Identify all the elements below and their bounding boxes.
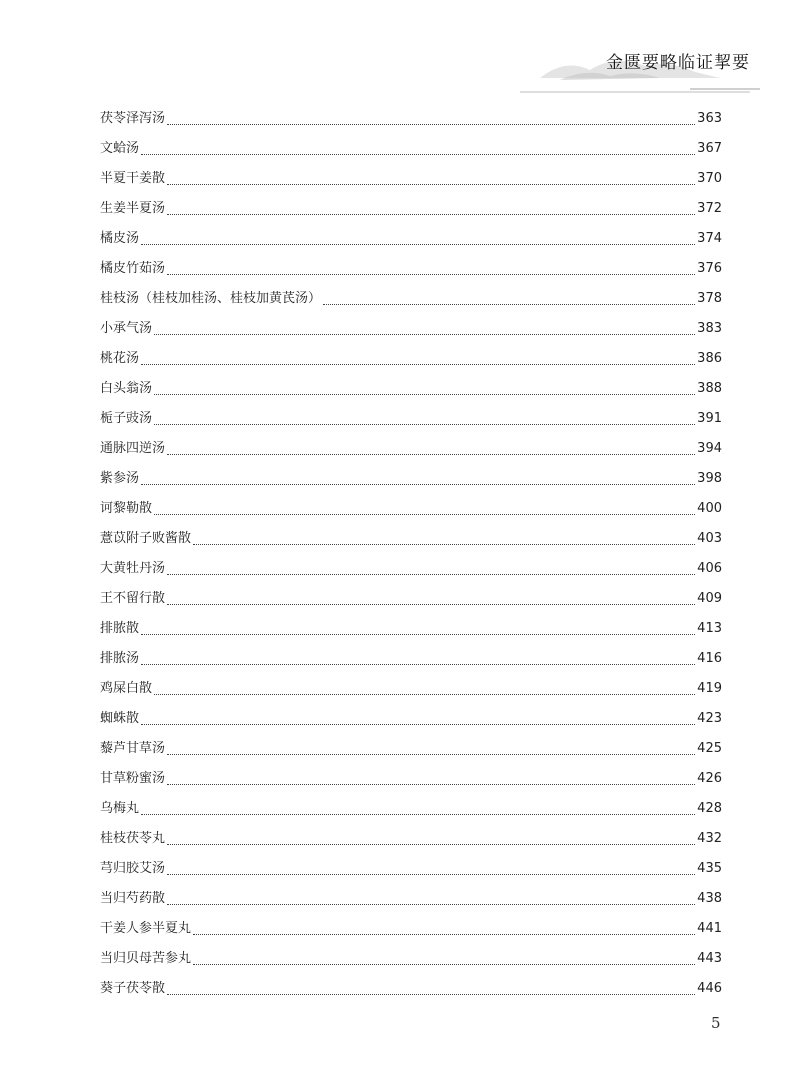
toc-entry-page: 435 — [697, 861, 722, 876]
dot-leader — [154, 693, 695, 695]
toc-entry-title: 生姜半夏汤 — [100, 201, 166, 216]
toc-entry[interactable] — [100, 164, 722, 194]
toc-entry-page: 386 — [697, 351, 722, 366]
dot-leader — [167, 603, 695, 605]
toc-entry[interactable] — [100, 524, 722, 554]
toc-entry-page: 394 — [697, 441, 722, 456]
dot-leader — [167, 873, 695, 875]
toc-entry-title: 蜘蛛散 — [100, 711, 140, 726]
toc-entry-title: 薏苡附子败酱散 — [100, 531, 192, 546]
toc-entry[interactable] — [100, 254, 722, 284]
dot-leader — [141, 813, 695, 815]
toc-entry[interactable] — [100, 674, 722, 704]
toc-entry-title: 诃黎勒散 — [100, 501, 153, 516]
toc-entry-title: 栀子豉汤 — [100, 411, 153, 426]
toc-entry[interactable] — [100, 764, 722, 794]
dot-leader — [154, 393, 695, 395]
toc-entry[interactable] — [100, 704, 722, 734]
dot-leader — [193, 963, 695, 965]
toc-entry-title: 乌梅丸 — [100, 801, 140, 816]
toc-entry-page: 378 — [697, 291, 722, 306]
toc-entry[interactable] — [100, 344, 722, 374]
toc-entry[interactable] — [100, 794, 722, 824]
toc-entry-page: 383 — [697, 321, 722, 336]
dot-leader — [167, 903, 695, 905]
toc-entry-title: 桃花汤 — [100, 351, 140, 366]
toc-entry[interactable] — [100, 224, 722, 254]
toc-entry[interactable] — [100, 104, 722, 134]
toc-entry[interactable] — [100, 944, 722, 974]
toc-entry-title: 当归贝母苦参丸 — [100, 951, 192, 966]
dot-leader — [167, 123, 695, 125]
toc-entry-page: 413 — [697, 621, 722, 636]
running-header — [520, 40, 760, 96]
toc-entry-title: 桂枝汤（桂枝加桂汤、桂枝加黄芪汤） — [100, 291, 322, 306]
toc-entry-page: 367 — [697, 141, 722, 156]
toc-entry-page: 376 — [697, 261, 722, 276]
toc-entry[interactable] — [100, 734, 722, 764]
toc-entry[interactable] — [100, 554, 722, 584]
toc-entry-title: 排脓汤 — [100, 651, 140, 666]
toc-entry[interactable] — [100, 284, 722, 314]
toc-entry-page: 388 — [697, 381, 722, 396]
toc-entry[interactable] — [100, 614, 722, 644]
toc-entry-page: 425 — [697, 741, 722, 756]
toc-entry-title: 橘皮汤 — [100, 231, 140, 246]
toc-entry-title: 白头翁汤 — [100, 381, 153, 396]
toc-entry-page: 446 — [697, 981, 722, 996]
dot-leader — [167, 453, 695, 455]
toc-entry[interactable] — [100, 914, 722, 944]
dot-leader — [167, 213, 695, 215]
toc-entry-title: 橘皮竹茹汤 — [100, 261, 166, 276]
dot-leader — [141, 483, 695, 485]
toc-entry[interactable] — [100, 194, 722, 224]
toc-entry-page: 398 — [697, 471, 722, 486]
toc-entry[interactable] — [100, 464, 722, 494]
toc-entry[interactable] — [100, 824, 722, 854]
toc-entry-title: 大黄牡丹汤 — [100, 561, 166, 576]
toc-entry[interactable] — [100, 134, 722, 164]
toc-entry[interactable] — [100, 854, 722, 884]
toc-entry-title: 葵子茯苓散 — [100, 981, 166, 996]
toc-entry[interactable] — [100, 314, 722, 344]
toc-entry-page: 370 — [697, 171, 722, 186]
toc-entry-page: 428 — [697, 801, 722, 816]
page-number: 5 — [711, 1014, 721, 1032]
toc-entry-page: 423 — [697, 711, 722, 726]
dot-leader — [167, 993, 695, 995]
toc-entry-page: 372 — [697, 201, 722, 216]
table-of-contents — [100, 104, 722, 1004]
dot-leader — [167, 573, 695, 575]
toc-entry-title: 芎归胶艾汤 — [100, 861, 166, 876]
toc-entry[interactable] — [100, 494, 722, 524]
toc-entry-title: 茯苓泽泻汤 — [100, 111, 166, 126]
book-title: 金匮要略临证挈要 — [606, 53, 750, 73]
toc-entry-page: 443 — [697, 951, 722, 966]
toc-entry-page: 416 — [697, 651, 722, 666]
toc-entry-page: 426 — [697, 771, 722, 786]
dot-leader — [154, 333, 695, 335]
dot-leader — [193, 933, 695, 935]
toc-entry-title: 小承气汤 — [100, 321, 153, 336]
toc-entry-title: 当归芍药散 — [100, 891, 166, 906]
toc-entry-title: 干姜人参半夏丸 — [100, 921, 192, 936]
dot-leader — [141, 243, 695, 245]
toc-entry-title: 甘草粉蜜汤 — [100, 771, 166, 786]
toc-entry-title: 半夏干姜散 — [100, 171, 166, 186]
toc-entry-title: 紫参汤 — [100, 471, 140, 486]
toc-entry-page: 374 — [697, 231, 722, 246]
dot-leader — [154, 423, 695, 425]
dot-leader — [167, 843, 695, 845]
toc-entry-page: 403 — [697, 531, 722, 546]
dot-leader — [193, 543, 695, 545]
toc-entry-title: 王不留行散 — [100, 591, 166, 606]
toc-entry-page: 441 — [697, 921, 722, 936]
toc-entry-page: 406 — [697, 561, 722, 576]
toc-entry-title: 排脓散 — [100, 621, 140, 636]
toc-entry-title: 通脉四逆汤 — [100, 441, 166, 456]
toc-entry[interactable] — [100, 374, 722, 404]
dot-leader — [141, 153, 695, 155]
toc-entry-page: 391 — [697, 411, 722, 426]
toc-entry[interactable] — [100, 404, 722, 434]
dot-leader — [141, 663, 695, 665]
toc-entry-page: 409 — [697, 591, 722, 606]
dot-leader — [141, 633, 695, 635]
toc-entry-title: 桂枝茯苓丸 — [100, 831, 166, 846]
dot-leader — [323, 303, 695, 305]
dot-leader — [141, 363, 695, 365]
toc-entry-page: 400 — [697, 501, 722, 516]
toc-entry-page: 363 — [697, 111, 722, 126]
dot-leader — [167, 753, 695, 755]
toc-entry-title: 藜芦甘草汤 — [100, 741, 166, 756]
toc-entry-page: 438 — [697, 891, 722, 906]
dot-leader — [167, 783, 695, 785]
toc-entry-page: 432 — [697, 831, 722, 846]
toc-entry-title: 鸡屎白散 — [100, 681, 153, 696]
toc-entry[interactable] — [100, 884, 722, 914]
toc-entry[interactable] — [100, 434, 722, 464]
toc-entry[interactable] — [100, 644, 722, 674]
dot-leader — [141, 723, 695, 725]
dot-leader — [167, 183, 695, 185]
toc-entry[interactable] — [100, 974, 722, 1004]
toc-entry-page: 419 — [697, 681, 722, 696]
toc-entry[interactable] — [100, 584, 722, 614]
toc-entry-title: 文蛤汤 — [100, 141, 140, 156]
dot-leader — [167, 273, 695, 275]
dot-leader — [154, 513, 695, 515]
